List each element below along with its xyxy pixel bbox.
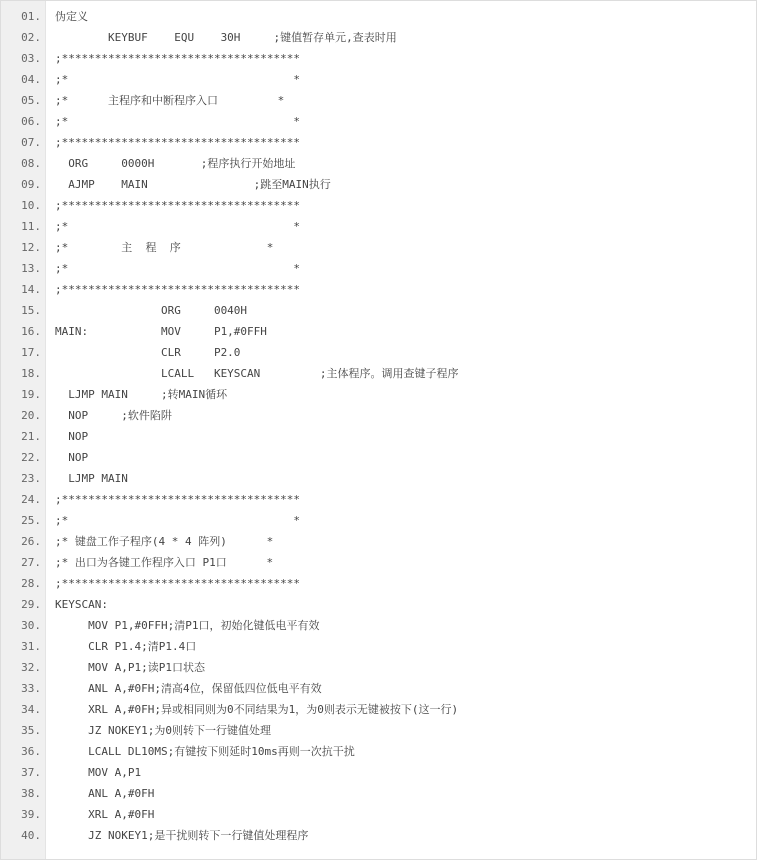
code-line xyxy=(1,363,756,384)
line-number: 04. xyxy=(21,73,41,86)
code-line xyxy=(1,531,756,552)
line-number: 28. xyxy=(21,577,41,590)
line-number: 27. xyxy=(21,556,41,569)
line-number: 33. xyxy=(21,682,41,695)
line-code-text: KEYSCAN: xyxy=(55,598,108,611)
line-number: 34. xyxy=(21,703,41,716)
line-number: 29. xyxy=(21,598,41,611)
line-code-text: ;* * xyxy=(55,262,301,275)
code-line xyxy=(1,510,756,531)
line-code-text: CLR P2.0 xyxy=(55,346,241,359)
code-line xyxy=(1,552,756,573)
code-line xyxy=(1,489,756,510)
line-code-text: MAIN: MOV P1,#0FFH xyxy=(55,325,267,338)
line-code-text: ;* * xyxy=(55,220,301,233)
line-number: 31. xyxy=(21,640,41,653)
code-line xyxy=(1,699,756,720)
line-number: 22. xyxy=(21,451,41,464)
line-code-text: LJMP MAIN ;转MAIN循环 xyxy=(55,388,228,401)
line-number: 16. xyxy=(21,325,41,338)
line-number: 23. xyxy=(21,472,41,485)
code-line xyxy=(1,594,756,615)
line-code-text: JZ NOKEY1;是干扰则转下一行键值处理程序 xyxy=(55,829,309,842)
line-code-text: ;************************************ xyxy=(55,577,301,590)
line-code-text: ORG 0000H ;程序执行开始地址 xyxy=(55,157,296,170)
code-line xyxy=(1,90,756,111)
code-line xyxy=(1,762,756,783)
line-number: 21. xyxy=(21,430,41,443)
line-code-text: ;* 出口为各键工作程序入口 P1口 * xyxy=(55,556,274,569)
line-code-text: LCALL DL10MS;有键按下则延时10ms再则一次抗干扰 xyxy=(55,745,355,758)
code-line xyxy=(1,468,756,489)
line-number: 07. xyxy=(21,136,41,149)
code-line xyxy=(1,720,756,741)
code-line xyxy=(1,636,756,657)
code-line xyxy=(1,153,756,174)
code-line xyxy=(1,279,756,300)
line-number: 20. xyxy=(21,409,41,422)
line-number: 12. xyxy=(21,241,41,254)
code-line xyxy=(1,195,756,216)
code-line xyxy=(1,426,756,447)
line-code-text: JZ NOKEY1;为0则转下一行键值处理 xyxy=(55,724,271,737)
line-number: 36. xyxy=(21,745,41,758)
line-number: 01. xyxy=(21,10,41,23)
line-number: 11. xyxy=(21,220,41,233)
code-line xyxy=(1,258,756,279)
line-code-text: ;* * xyxy=(55,115,301,128)
line-number: 05. xyxy=(21,94,41,107)
line-number: 13. xyxy=(21,262,41,275)
code-line xyxy=(1,216,756,237)
line-code-text: ;************************************ xyxy=(55,199,301,212)
code-line xyxy=(1,573,756,594)
code-line xyxy=(1,321,756,342)
line-number: 40. xyxy=(21,829,41,842)
code-line xyxy=(1,27,756,48)
code-line xyxy=(1,342,756,363)
line-code-text: ANL A,#0FH xyxy=(55,787,155,800)
line-number: 35. xyxy=(21,724,41,737)
line-number: 19. xyxy=(21,388,41,401)
line-code-text: ;************************************ xyxy=(55,283,301,296)
line-code-text: ;* 主程序和中断程序入口 * xyxy=(55,94,285,107)
line-number: 38. xyxy=(21,787,41,800)
code-lines xyxy=(1,6,756,846)
line-code-text: NOP xyxy=(55,430,89,443)
code-line xyxy=(1,48,756,69)
code-line xyxy=(1,174,756,195)
code-line xyxy=(1,447,756,468)
line-number: 25. xyxy=(21,514,41,527)
line-code-text: AJMP MAIN ;跳至MAIN执行 xyxy=(55,178,331,191)
line-code-text: LJMP MAIN xyxy=(55,472,128,485)
line-code-text: NOP xyxy=(55,451,89,464)
line-code-text: KEYBUF EQU 30H ;键值暂存单元,查表时用 xyxy=(55,31,397,44)
line-number: 08. xyxy=(21,157,41,170)
code-line xyxy=(1,111,756,132)
line-code-text: ;************************************ xyxy=(55,52,301,65)
line-code-text: MOV A,P1;读P1口状态 xyxy=(55,661,205,674)
code-line xyxy=(1,384,756,405)
line-number: 30. xyxy=(21,619,41,632)
line-number: 09. xyxy=(21,178,41,191)
code-line xyxy=(1,741,756,762)
line-code-text: MOV A,P1 xyxy=(55,766,142,779)
line-code-text: XRL A,#0FH;异或相同则为0不同结果为1，为0则表示无键被按下(这一行) xyxy=(55,703,459,716)
code-line xyxy=(1,69,756,90)
line-number: 03. xyxy=(21,52,41,65)
code-line xyxy=(1,237,756,258)
line-code-text: ;* * xyxy=(55,73,301,86)
code-line xyxy=(1,783,756,804)
line-number: 02. xyxy=(21,31,41,44)
line-code-text: ;************************************ xyxy=(55,493,301,506)
line-code-text: ;* * xyxy=(55,514,301,527)
line-number: 37. xyxy=(21,766,41,779)
line-number: 06. xyxy=(21,115,41,128)
line-code-text: ;* 键盘工作子程序(4 * 4 阵列) * xyxy=(55,535,274,548)
code-line xyxy=(1,678,756,699)
code-line xyxy=(1,657,756,678)
line-number: 39. xyxy=(21,808,41,821)
line-code-text: ANL A,#0FH;清高4位，保留低四位低电平有效 xyxy=(55,682,322,695)
code-line xyxy=(1,6,756,27)
line-code-text: ;* 主 程 序 * xyxy=(55,241,274,254)
line-code-text: ORG 0040H xyxy=(55,304,248,317)
code-line xyxy=(1,804,756,825)
line-number: 15. xyxy=(21,304,41,317)
code-line xyxy=(1,825,756,846)
line-code-text: ;************************************ xyxy=(55,136,301,149)
line-number: 10. xyxy=(21,199,41,212)
line-number: 32. xyxy=(21,661,41,674)
code-line xyxy=(1,300,756,321)
line-code-text: 伪定义 xyxy=(55,10,88,23)
code-line xyxy=(1,615,756,636)
line-code-text: CLR P1.4;清P1.4口 xyxy=(55,640,197,653)
line-number: 26. xyxy=(21,535,41,548)
line-code-text: LCALL KEYSCAN ;主体程序。调用查键子程序 xyxy=(55,367,459,380)
line-code-text: XRL A,#0FH xyxy=(55,808,155,821)
line-number: 17. xyxy=(21,346,41,359)
line-number: 14. xyxy=(21,283,41,296)
line-number: 24. xyxy=(21,493,41,506)
line-number: 18. xyxy=(21,367,41,380)
line-code-text: MOV P1,#0FFH;清P1口，初始化键低电平有效 xyxy=(55,619,320,632)
line-code-text: NOP ;软件陷阱 xyxy=(55,409,172,422)
code-line xyxy=(1,405,756,426)
code-line xyxy=(1,132,756,153)
